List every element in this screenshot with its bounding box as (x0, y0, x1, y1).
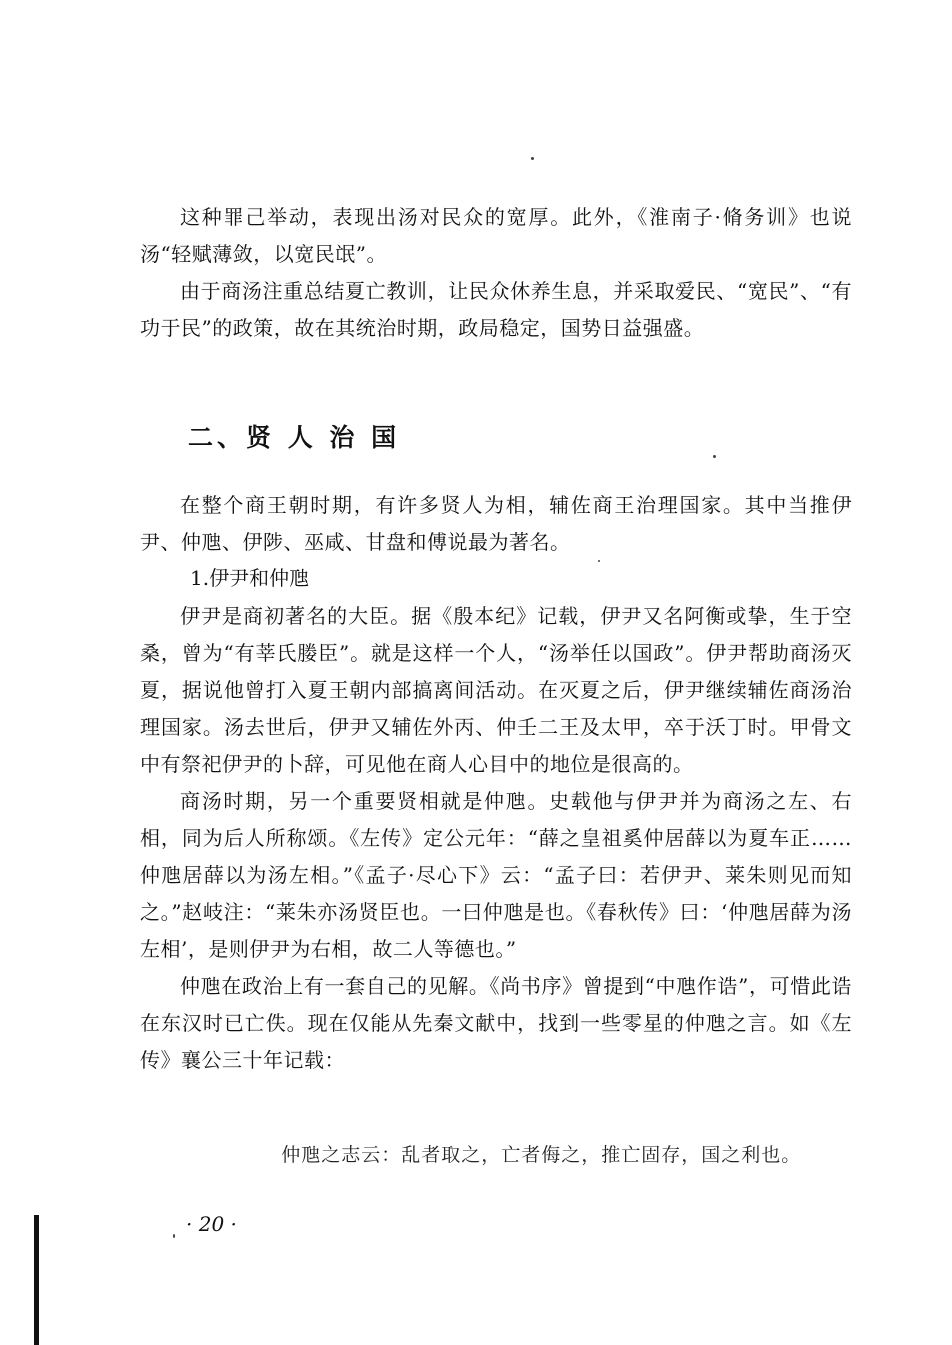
paragraph-zhong-hui-views: 仲虺在政治上有一套自己的见解。《尚书序》曾提到“中虺作诰”，可惜此诰在东汉时已亡佚。现在仅能从先秦文献中，找到一些零星的仲虺之言。如《左传》襄公三十年记载： (140, 974, 852, 1072)
scan-speck (173, 1234, 175, 1238)
main-text-block (140, 598, 852, 1079)
page-number: · 20 · (186, 1212, 237, 1236)
paragraph-1: 这种罪己举动，表现出汤对民众的宽厚。此外，《淮南子·脩务训》也说汤“轻赋薄敛，以宽民氓”。 (140, 205, 852, 266)
intro-paragraph: 在整个商王朝时期，有许多贤人为相，辅佐商王治理国家。其中当推伊尹、仲虺、伊陟、巫咸、甘盘和傅说最为著名。 (140, 493, 852, 554)
intro-text-block (140, 487, 852, 561)
section-heading: 二、贤 人 治 国 (188, 423, 401, 452)
subheading: 1.伊尹和仲虺 (190, 566, 310, 590)
paragraph-yi-yin: 伊尹是商初著名的大臣。据《殷本纪》记载，伊尹又名阿衡或挚，生于空桑，曾为“有莘氏媵臣”。就是这样一个人，“汤举任以国政”。伊尹帮助商汤灭夏，据说他曾打入夏王朝内部搞离间活动。在灭夏之后，伊尹继续辅佐商汤治理国家。汤去世后，伊尹又辅佐外丙、仲壬二王及太甲，卒于沃丁时。甲骨文中有祭祀伊尹的卜辞，可见他在商人心目中的地位是很高的。 (140, 604, 852, 776)
scan-speck (713, 455, 716, 458)
paragraph-zhong-hui: 商汤时期，另一个重要贤相就是仲虺。史载他与伊尹并为商汤之左、右相，同为后人所称颂。《左传》定公元年：“薛之皇祖奚仲居薛以为夏车正……仲虺居薛以为汤左相。”《孟子·尽心下》云：“孟子曰：若伊尹、莱朱则见而知之。”赵岐注：“莱朱亦汤贤臣也。一曰仲虺是也。《春秋传》曰：‘仲虺居薛为汤左相’，是则伊尹为右相，故二人等德也。” (140, 789, 852, 961)
scan-speck (531, 157, 534, 160)
scan-binding-edge (34, 1215, 39, 1345)
scan-speck (598, 560, 600, 562)
block-quote: 仲虺之志云：乱者取之，亡者侮之，推亡固存，国之利也。 (281, 1144, 802, 1166)
top-text-block (140, 199, 852, 347)
paragraph-2: 由于商汤注重总结夏亡教训，让民众休养生息，并采取爱民、“宽民”、“有功于民”的政策，故在其统治时期，政局稳定，国势日益强盛。 (140, 279, 852, 340)
